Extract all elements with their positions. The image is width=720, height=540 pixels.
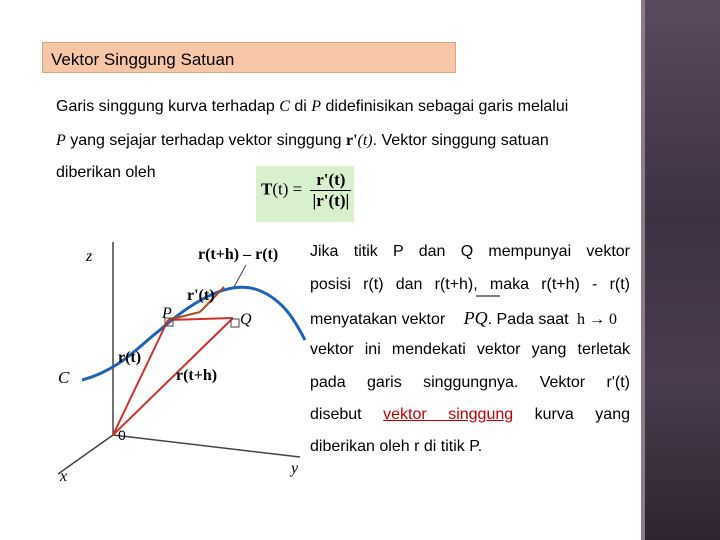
slide-title: Vektor Singgung Satuan bbox=[51, 50, 235, 69]
vector-symbol: r' bbox=[345, 132, 358, 149]
label-C: C bbox=[58, 368, 70, 387]
formula-T: T bbox=[261, 179, 273, 199]
y-axis bbox=[113, 435, 300, 457]
point-q-marker bbox=[231, 319, 239, 327]
label-r-prime: r'(t) bbox=[187, 287, 215, 304]
curve-symbol: C bbox=[279, 98, 290, 115]
formula-numerator: r'(t) bbox=[310, 170, 351, 191]
para-text: kurva yang bbox=[513, 406, 630, 423]
para-text: menyatakan vektor bbox=[310, 311, 446, 328]
diff-pointer bbox=[234, 265, 246, 287]
limit-expression: h → 0 bbox=[577, 311, 618, 328]
para-line-6 bbox=[310, 405, 630, 425]
para-text: . Pada saat bbox=[487, 311, 569, 328]
label-r-t-plus-h: r(t+h) bbox=[176, 367, 218, 384]
label-P: P bbox=[162, 305, 172, 322]
vector-r-t bbox=[113, 320, 168, 435]
intro-text: di bbox=[289, 98, 312, 115]
para-line-4: vektor ini mendekati vektor yang terletak bbox=[310, 341, 630, 358]
param-symbol: (t) bbox=[357, 132, 373, 149]
intro-text: . Vektor singgung satuan bbox=[372, 132, 549, 149]
para-line-2: posisi r(t) dan r(t+h), maka r(t+h) - r(t) bbox=[310, 276, 630, 293]
para-text: disebut bbox=[310, 406, 384, 423]
label-difference: r(t+h) – r(t) bbox=[198, 246, 279, 263]
pq-vector: PQ bbox=[463, 308, 488, 328]
intro-text: Garis singgung kurva terhadap bbox=[56, 98, 280, 115]
term-tangent-vector: vektor singgung bbox=[383, 406, 514, 423]
label-y: y bbox=[291, 460, 299, 477]
para-line-7: diberikan oleh r di titik P. bbox=[310, 438, 483, 455]
point-symbol: P bbox=[56, 132, 66, 149]
point-symbol: P bbox=[311, 98, 322, 115]
intro-line-3: diberikan oleh bbox=[56, 164, 156, 181]
para-line-1: Jika titik P dan Q mempunyai vektor bbox=[310, 243, 630, 260]
para-line-5: pada garis singgungnya. Vektor r'(t) bbox=[310, 374, 630, 391]
label-z: z bbox=[86, 248, 93, 265]
label-Q: Q bbox=[240, 311, 252, 328]
label-r-t: r(t) bbox=[118, 349, 142, 366]
intro-text: yang sejajar terhadap vektor singgung bbox=[65, 132, 346, 149]
formula-lhs: (t) = bbox=[272, 179, 303, 199]
intro-text: didefinisikan sebagai garis melalui bbox=[321, 98, 569, 115]
formula-denominator: |r'(t)| bbox=[312, 191, 350, 210]
para-line-3 bbox=[310, 308, 617, 330]
label-x: x bbox=[60, 468, 68, 485]
label-origin: 0 bbox=[118, 427, 126, 443]
